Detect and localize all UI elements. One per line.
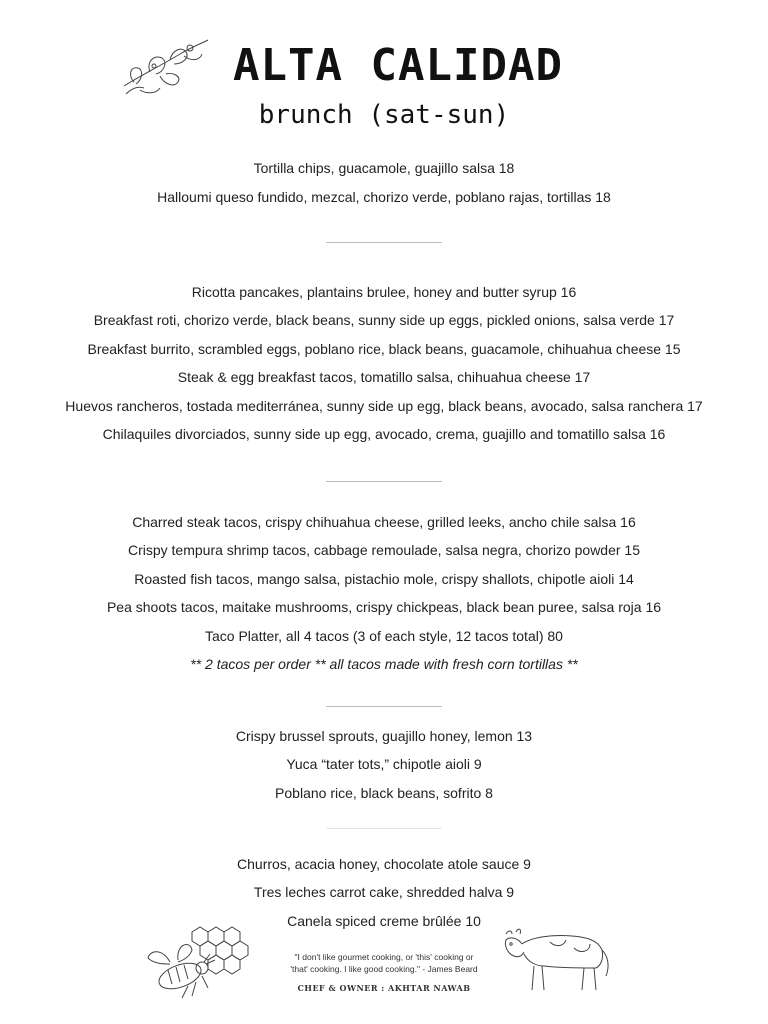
section-divider — [326, 828, 442, 829]
menu-item: Halloumi queso fundido, mezcal, chorizo verde, poblano rajas, tortillas 18 — [157, 189, 611, 205]
menu-item: Tres leches carrot cake, shredded halva 9 — [253, 884, 515, 900]
menu-item: Roasted fish tacos, mango salsa, pistachio mole, crispy shallots, chipotle aioli 14 — [134, 571, 634, 587]
menu-item: Pea shoots tacos, maitake mushrooms, crispy chickpeas, black bean puree, salsa roja 16 — [106, 599, 662, 615]
menu-item: Breakfast burrito, scrambled eggs, poblano rice, black beans, guacamole, chihuahua cheese 15 — [87, 341, 681, 357]
menu-item: Ricotta pancakes, plantains brulee, honey and butter syrup 16 — [191, 284, 577, 300]
taco-note: ** 2 tacos per order ** all tacos made with fresh corn tortillas ** — [190, 656, 578, 672]
cow-sketch-icon — [500, 922, 612, 998]
menu-item: Charred steak tacos, crispy chihuahua cheese, grilled leeks, ancho chile salsa 16 — [132, 514, 636, 530]
menu-subtitle: brunch (sat-sun) — [258, 100, 510, 130]
quote-line: 'that' cooking. I like good cooking." - James Beard — [290, 964, 478, 974]
menu-item: Canela spiced creme brûlée 10 — [287, 913, 481, 929]
menu-item: Crispy brussel sprouts, guajillo honey, lemon 13 — [235, 728, 533, 744]
menu-item: Poblano rice, black beans, sofrito 8 — [275, 785, 493, 801]
menu-item: Yuca “tater tots,” chipotle aioli 9 — [286, 756, 482, 772]
menu-item: Breakfast roti, chorizo verde, black beans, sunny side up eggs, pickled onions, salsa verde 17 — [93, 312, 675, 328]
section-divider — [326, 481, 442, 482]
menu-item: Huevos rancheros, tostada mediterránea, sunny side up egg, black beans, avocado, salsa ranchera 17 — [65, 398, 703, 414]
menu-item: Steak & egg breakfast tacos, tomatillo salsa, chihuahua cheese 17 — [177, 369, 591, 385]
menu-item: Churros, acacia honey, chocolate atole sauce 9 — [237, 856, 531, 872]
menu-item: Crispy tempura shrimp tacos, cabbage remoulade, salsa negra, chorizo powder 15 — [127, 542, 641, 558]
quote-line: "I don't like gourmet cooking, or 'this' cooking or — [294, 952, 474, 962]
menu-item: Taco Platter, all 4 tacos (3 of each style, 12 tacos total) 80 — [205, 628, 563, 644]
menu-item: Tortilla chips, guacamole, guajillo salsa 18 — [253, 160, 515, 176]
footer-quote — [270, 951, 498, 975]
section-divider — [326, 242, 442, 243]
menu-item: Chilaquiles divorciados, sunny side up egg, avocado, crema, guajillo and tomatillo salsa 16 — [102, 426, 666, 442]
chef-credit: CHEF & OWNER : AKHTAR NAWAB — [297, 983, 471, 993]
section-divider — [326, 706, 442, 707]
restaurant-title: ALTA CALIDAD — [233, 40, 563, 91]
